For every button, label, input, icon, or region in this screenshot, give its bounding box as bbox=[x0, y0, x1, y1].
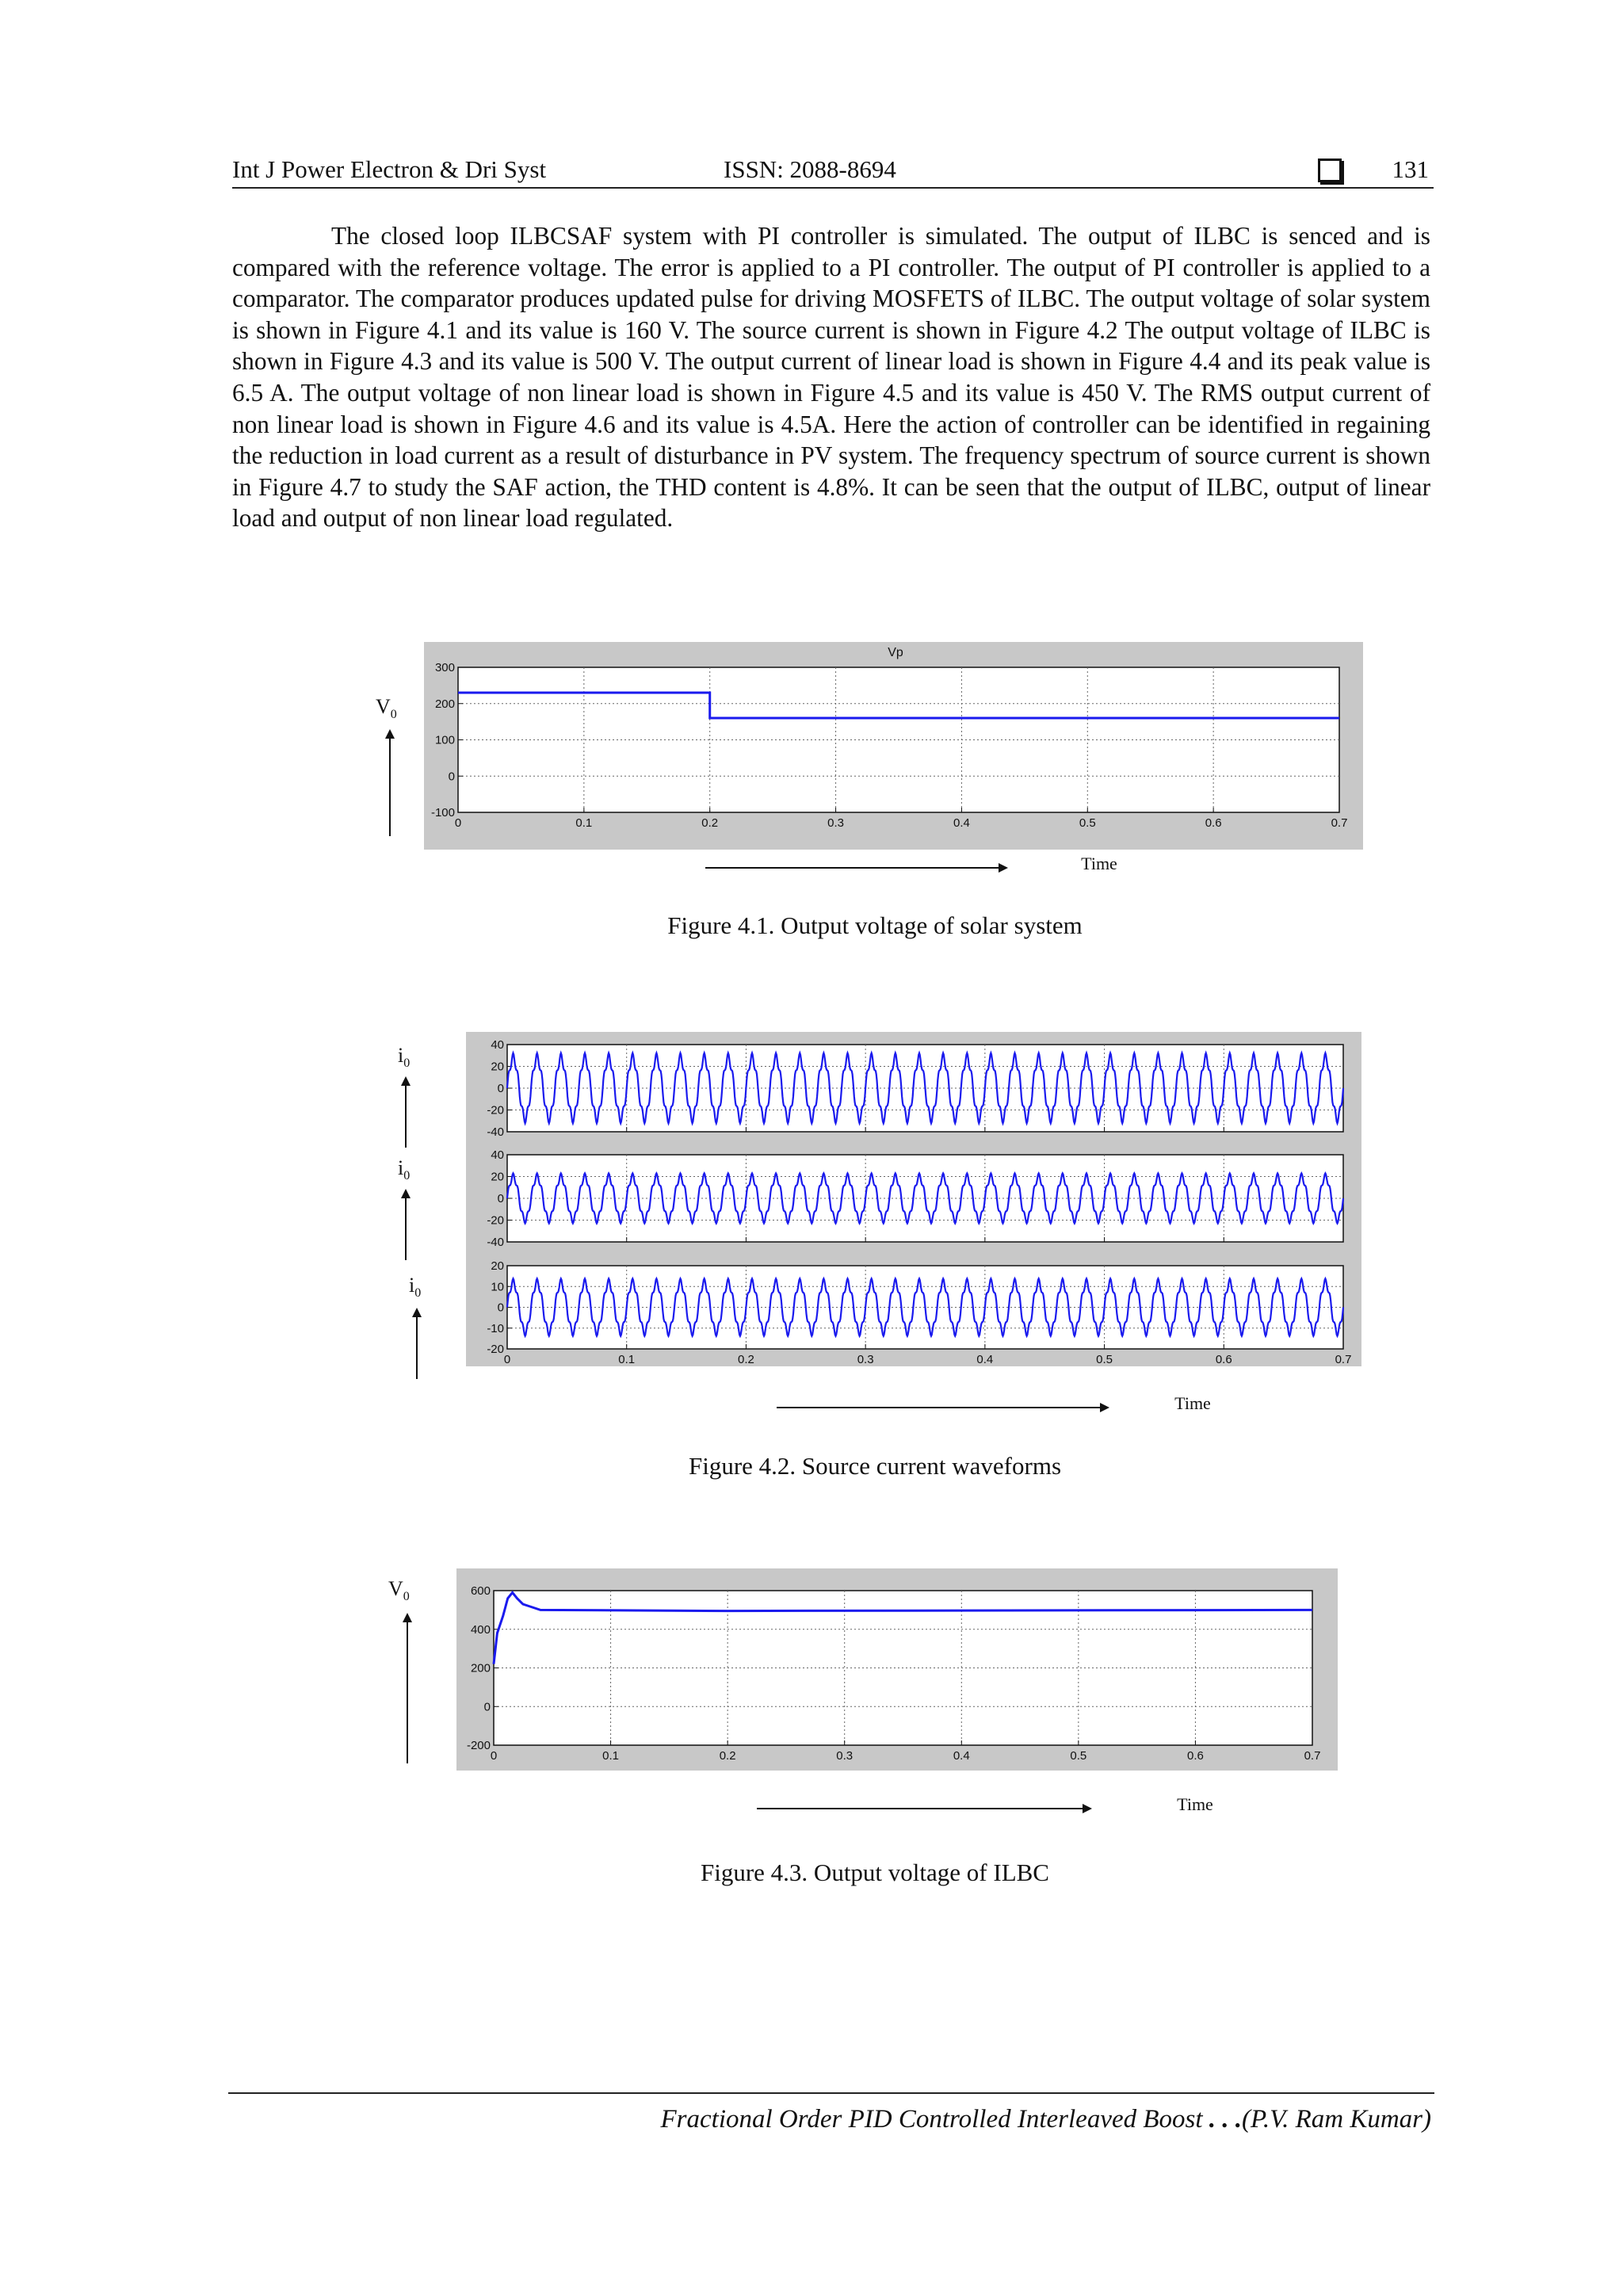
fig3-xtick-label: 0.2 bbox=[719, 1749, 736, 1763]
fig2-sub3-ytick-label: -10 bbox=[487, 1321, 504, 1335]
fig1-xtick-label: 0.1 bbox=[575, 816, 593, 830]
fig2-sub1-ytick-label: -40 bbox=[487, 1125, 504, 1139]
figure-4-1-caption: Figure 4.1. Output voltage of solar system bbox=[667, 911, 1083, 939]
fig3-ylabel: $V_0$ bbox=[388, 1577, 410, 1603]
fig2-sub2-ytick-label: 20 bbox=[491, 1170, 504, 1184]
fig3-xtick-label: 0.5 bbox=[1070, 1749, 1087, 1763]
fig3-xtick-label: 0.7 bbox=[1304, 1749, 1321, 1763]
fig2-sub3-xtick-label: 0.2 bbox=[737, 1353, 754, 1366]
fig1-ytick-label: -100 bbox=[430, 806, 455, 819]
fig2-yarrow-2-head bbox=[401, 1189, 411, 1198]
journal-name: Int J Power Electron & Dri Syst bbox=[232, 155, 547, 183]
page-number: 131 bbox=[1392, 155, 1429, 183]
fig1-xtick-label: 0.4 bbox=[953, 816, 970, 830]
fig2-yarrow-1-head bbox=[401, 1076, 411, 1086]
fig2-sub3-ytick-label: 20 bbox=[491, 1259, 504, 1273]
fig2-sub3-xtick-label: 0 bbox=[503, 1353, 511, 1366]
fig3-yarrow-head bbox=[403, 1613, 412, 1622]
fig2-ylabel-1: $i_0$ bbox=[398, 1044, 411, 1070]
fig2-sub3-xtick-label: 0.1 bbox=[618, 1353, 636, 1366]
footer-rule bbox=[228, 2092, 1434, 2094]
fig1-xlabel: Time bbox=[1081, 854, 1117, 873]
fig2-sub3-xtick-label: 0.7 bbox=[1335, 1353, 1352, 1366]
fig2-sub3-xtick-label: 0.5 bbox=[1096, 1353, 1113, 1366]
fig2-sub1-ytick-label: 0 bbox=[497, 1082, 504, 1095]
fig2-ylabel-2: $i_0$ bbox=[398, 1156, 411, 1182]
fig3-ytick-label: 400 bbox=[470, 1622, 491, 1637]
fig3-xtick-label: 0.1 bbox=[602, 1749, 620, 1763]
figure-4-1-plot bbox=[365, 634, 1363, 888]
figure-4-2 bbox=[380, 1030, 1379, 1427]
fig2-ylabel-3: $i_0$ bbox=[409, 1274, 422, 1300]
footer-author: (P.V. Ram Kumar) bbox=[1242, 2105, 1431, 2134]
fig1-ytick-label: 300 bbox=[434, 661, 455, 674]
figure-4-2-caption: Figure 4.2. Source current waveforms bbox=[688, 1452, 1062, 1480]
fig3-ytick-label: 600 bbox=[470, 1584, 491, 1598]
fig3-xtick-label: 0 bbox=[490, 1749, 498, 1763]
fig3-xtick-label: 0.4 bbox=[953, 1749, 970, 1763]
fig2-sub2-ytick-label: 40 bbox=[491, 1148, 504, 1162]
fig3-ytick-label: 200 bbox=[470, 1661, 491, 1675]
fig1-ylabel: $V_0$ bbox=[376, 695, 397, 721]
fig2-xlabel: Time bbox=[1174, 1393, 1211, 1413]
fig2-sub1-ytick-label: 20 bbox=[491, 1060, 504, 1074]
fig2-sub2-ytick-label: -20 bbox=[487, 1213, 504, 1228]
figure-4-3 bbox=[380, 1565, 1379, 1827]
page-header bbox=[232, 155, 1434, 189]
fig1-xarrow-head bbox=[999, 863, 1008, 873]
footer-title: Fractional Order PID Controlled Interleaved Boost bbox=[660, 2105, 1203, 2134]
figure-4-3-plot bbox=[380, 1565, 1379, 1827]
fig1-ytick-label: 100 bbox=[434, 733, 455, 747]
figure-4-3-caption: Figure 4.3. Output voltage of ILBC bbox=[701, 1859, 1049, 1886]
fig2-yarrow-3-head bbox=[412, 1308, 422, 1317]
fig3-xtick-label: 0.3 bbox=[836, 1749, 854, 1763]
fig2-sub3-xtick-label: 0.4 bbox=[976, 1353, 994, 1366]
fig3-ytick-label: 0 bbox=[483, 1700, 491, 1714]
fig2-sub3-ytick-label: -20 bbox=[487, 1343, 504, 1356]
fig1-xtick-label: 0 bbox=[454, 816, 462, 830]
figure-4-2-plot bbox=[380, 1030, 1379, 1427]
fig3-xarrow-head bbox=[1083, 1804, 1092, 1813]
fig1-ytick-label: 0 bbox=[448, 770, 455, 784]
body-paragraph: The closed loop ILBCSAF system with PI controller is simulated. The output of ILBC is senced and is compared with the reference voltage. The error is applied to a PI controller. The output of PI controller is applied to a comparator. The comparator produces updated pulse for driving MOSFETS of ILBC. The output voltage of solar system is shown in Figure 4.1 and its value is 160 V. The source current is shown in Figure 4.2 The output voltage of ILBC is shown in Figure 4.3 and its value is 500 V. The output current of linear load is shown in Figure 4.4 and its peak value is 6.5 A. The output voltage of non linear load is shown in Figure 4.5 and its value is 450 V. The RMS output current of non linear load is shown in Figure 4.6 and its value is 4.5A. Here the action of controller can be identified in regaining the reduction in load current as a result of disturbance in PV system. The frequency spectrum of source current is shown in Figure 4.7 to study the SAF action, the THD content is 4.8%. It can be seen that the output of ILBC, output of linear load and output of non linear load regulated. bbox=[232, 222, 1430, 533]
fig1-xtick-label: 0.2 bbox=[701, 816, 719, 830]
fig2-sub3-ytick-label: 10 bbox=[491, 1280, 504, 1294]
fig2-xarrow-head bbox=[1100, 1403, 1109, 1412]
fig2-sub3-xtick-label: 0.6 bbox=[1215, 1353, 1232, 1366]
fig1-title: Vp bbox=[888, 646, 903, 659]
fig3-ytick-label: -200 bbox=[466, 1739, 491, 1752]
square-bullet-icon bbox=[1318, 159, 1342, 182]
fig1-xtick-label: 0.3 bbox=[827, 816, 845, 830]
fig1-xtick-label: 0.5 bbox=[1079, 816, 1096, 830]
fig1-xtick-label: 0.6 bbox=[1205, 816, 1222, 830]
page-footer bbox=[661, 2105, 1432, 2134]
fig3-xlabel: Time bbox=[1177, 1794, 1213, 1814]
fig1-xtick-label: 0.7 bbox=[1331, 816, 1348, 830]
fig2-sub3-xtick-label: 0.3 bbox=[857, 1353, 874, 1366]
fig3-xtick-label: 0.6 bbox=[1186, 1749, 1204, 1763]
fig2-sub2-ytick-label: 0 bbox=[497, 1192, 504, 1205]
fig2-sub2-ytick-label: -40 bbox=[487, 1236, 504, 1249]
fig2-sub3-ytick-label: 0 bbox=[497, 1301, 504, 1315]
fig1-ytick-label: 200 bbox=[434, 697, 455, 711]
footer-ellipsis: . . . bbox=[1202, 2105, 1243, 2134]
fig1-yarrow-head bbox=[385, 729, 395, 739]
figure-4-1 bbox=[365, 634, 1363, 888]
issn: ISSN: 2088-8694 bbox=[724, 155, 896, 183]
fig2-sub1-ytick-label: -20 bbox=[487, 1103, 504, 1117]
fig2-sub1-ytick-label: 40 bbox=[491, 1038, 504, 1052]
